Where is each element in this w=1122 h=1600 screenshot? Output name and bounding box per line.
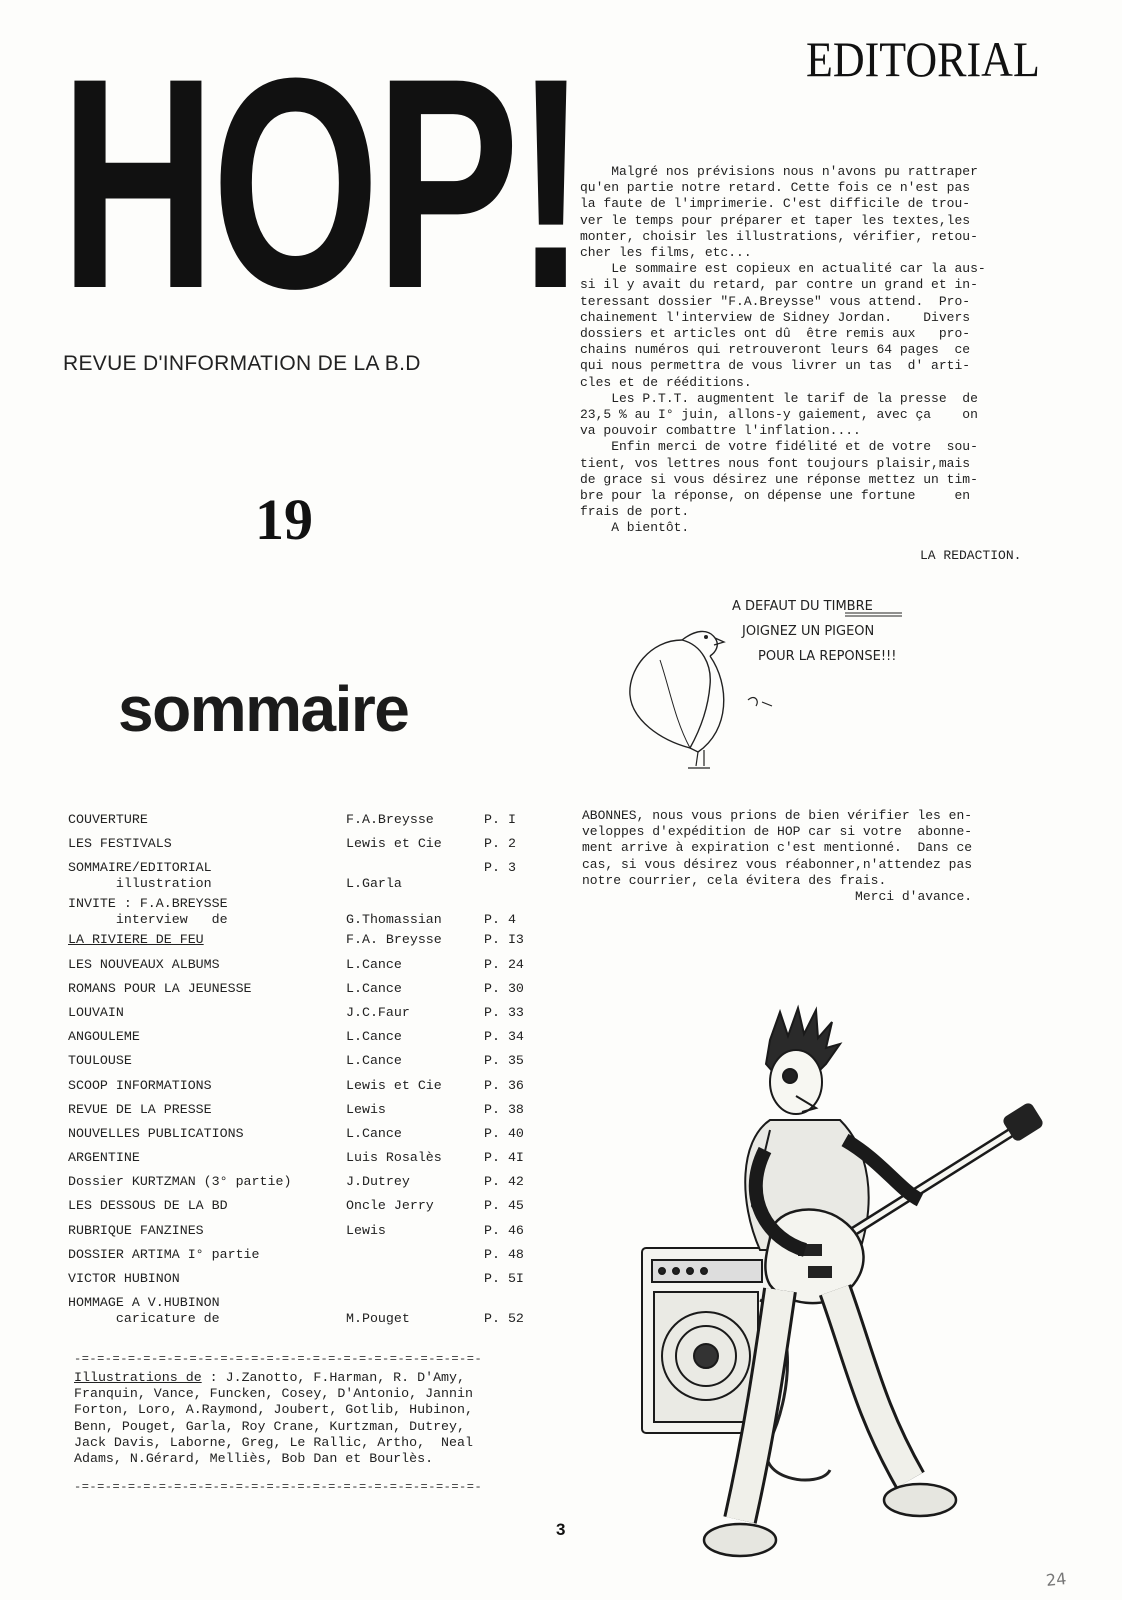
- toc-row[interactable]: [68, 1295, 548, 1331]
- toc-title: LA RIVIERE DE FEU: [68, 932, 204, 948]
- illustration-credits: [74, 1370, 544, 1467]
- page-number: 3: [556, 1520, 566, 1539]
- toc-title: SCOOP INFORMATIONS: [68, 1077, 212, 1093]
- table-of-contents: [68, 812, 548, 1331]
- toc-row[interactable]: [68, 812, 548, 836]
- toc-row[interactable]: [68, 1053, 548, 1077]
- cartoon-caption-line3: POUR LA REPONSE!!!: [758, 649, 897, 664]
- credits-text: : J.Zanotto, F.Harman, R. D'Amy, Franquin, Vance, Funcken, Cosey, D'Antonio, Jannin Forton, Loro, A.Raymond, Joubert, Gotlib, Hubinon, Benn, Pouget, Garla, Roy Crane, Kurtzman, Dutrey, Jack Davis, Laborne, Greg, Le Rallic, Artho, Neal Adams, N.Gérard, Melliès, Bob Dan et Bourlès.: [74, 1370, 473, 1467]
- toc-page: P. 42: [484, 1174, 524, 1190]
- toc-author: J.Dutrey: [346, 1174, 410, 1190]
- toc-row[interactable]: [68, 932, 548, 956]
- toc-page: P. 4: [484, 912, 516, 928]
- toc-author: F.A.Breysse: [346, 812, 434, 827]
- toc-title: COUVERTURE: [68, 812, 148, 827]
- hop-logo: HOP!: [60, 15, 583, 351]
- toc-author: J.C.Faur: [346, 1004, 410, 1020]
- toc-title: LES NOUVEAUX ALBUMS: [68, 956, 220, 972]
- toc-page: P. 38: [484, 1101, 524, 1117]
- handwritten-corner-note: 24: [1045, 1568, 1068, 1591]
- toc-row[interactable]: [68, 981, 548, 1005]
- toc-title: ROMANS POUR LA JEUNESSE: [68, 980, 252, 996]
- editorial-body: Malgré nos prévisions nous n'avons pu rattraper qu'en partie notre retard. Cette fois ce n'est pas la faute de l'imprimerie. C'est difficile de trou- ver le temps pour préparer et taper les textes,les monter, choisir les illustrations, vérifier, retou- cher les films, etc... Le sommaire est copieux en actualité car la aus- si il y avait du retard, par contre un grand et in- teressant dossier "F.A.Breysse" vous attend. Pro- chainement l'interview de Sidney Jordan. Divers dossiers et articles ont dû être remis aux pro- chains numéros qui retrouveront leurs 64 pages ce qui nous permettra de vous livrer un tas d' arti- cles et de rééditions. Les P.T.T. augmentent le tarif de la presse de 23,5 % au I° juin, allons-y gaiement, avec ça on va pouvoir combattre l'inflation.... Enfin merci de votre fidélité et de votre sou- tient, vos lettres nous font toujours plaisir,mais de grace si vous désirez une réponse mettez un tim- bre pour la réponse, on dépense une fortune en frais de port. A bientôt.: [580, 164, 986, 536]
- pigeon-cartoon: [620, 590, 940, 780]
- toc-author: F.A. Breysse: [346, 932, 442, 948]
- editorial-signature: LA REDACTION.: [920, 548, 1022, 563]
- toc-page: P. 35: [484, 1053, 524, 1069]
- credits-label: Illustrations de: [74, 1370, 202, 1385]
- toc-author: L.Cance: [346, 1125, 402, 1141]
- toc-title: RUBRIQUE FANZINES: [68, 1222, 204, 1238]
- separator-line: -=-=-=-=-=-=-=-=-=-=-=-=-=-=-=-=-=-=-=-=-=-=-=-=-=-=-: [74, 1352, 483, 1366]
- toc-page: P. 24: [484, 956, 524, 972]
- issue-number: 19: [255, 487, 313, 552]
- toc-page: P. 46: [484, 1222, 524, 1238]
- toc-title: SOMMAIRE/EDITORIAL illustration: [68, 860, 212, 892]
- toc-author: L.Cance: [346, 980, 402, 996]
- toc-author: Lewis et Cie: [346, 1077, 442, 1093]
- toc-page: P. 45: [484, 1198, 524, 1214]
- toc-row[interactable]: [68, 1150, 548, 1174]
- toc-row[interactable]: [68, 1078, 548, 1102]
- toc-title: ARGENTINE: [68, 1150, 140, 1166]
- toc-page: P. 48: [484, 1246, 524, 1262]
- toc-author: Lewis et Cie: [346, 836, 442, 852]
- toc-row[interactable]: [68, 1102, 548, 1126]
- toc-row[interactable]: [68, 1126, 548, 1150]
- toc-title: Dossier KURTZMAN (3° partie): [68, 1174, 292, 1190]
- toc-row[interactable]: [68, 1271, 548, 1295]
- toc-row[interactable]: [68, 1174, 548, 1198]
- toc-title: LES DESSOUS DE LA BD: [68, 1198, 228, 1214]
- toc-page: P. 3: [484, 860, 516, 876]
- toc-author: G.Thomassian: [346, 912, 442, 928]
- toc-row[interactable]: [68, 896, 548, 932]
- toc-title: ANGOULEME: [68, 1029, 140, 1045]
- toc-title: NOUVELLES PUBLICATIONS: [68, 1125, 244, 1141]
- toc-page: P. 34: [484, 1029, 524, 1045]
- toc-row[interactable]: [68, 1005, 548, 1029]
- separator-line: -=-=-=-=-=-=-=-=-=-=-=-=-=-=-=-=-=-=-=-=-=-=-=-=-=-=-: [74, 1480, 483, 1494]
- toc-title: LES FESTIVALS: [68, 836, 172, 852]
- toc-page: P. 5I: [484, 1271, 524, 1286]
- toc-author: Luis Rosalès: [346, 1150, 442, 1166]
- toc-page: P. 4I: [484, 1150, 524, 1166]
- toc-row[interactable]: [68, 1247, 548, 1271]
- toc-title: LOUVAIN: [68, 1004, 124, 1020]
- toc-row[interactable]: [68, 1223, 548, 1247]
- toc-title: TOULOUSE: [68, 1053, 132, 1069]
- toc-author: Lewis: [346, 1222, 386, 1238]
- toc-row[interactable]: [68, 836, 548, 860]
- toc-title: INVITE : F.A.BREYSSE interview de: [68, 896, 228, 928]
- toc-page: P. I3: [484, 932, 524, 948]
- toc-page: P. I: [484, 812, 516, 827]
- toc-title: VICTOR HUBINON: [68, 1271, 180, 1286]
- toc-author: Oncle Jerry: [346, 1198, 434, 1214]
- toc-author: L.Garla: [346, 876, 402, 892]
- cartoon-caption-line2: JOIGNEZ UN PIGEON: [742, 624, 875, 639]
- toc-author: L.Cance: [346, 1029, 402, 1045]
- pigeon-drawing: [620, 590, 940, 780]
- guitarist-drawing: [620, 1000, 1060, 1580]
- toc-title: HOMMAGE A V.HUBINON caricature de: [68, 1295, 220, 1327]
- toc-row[interactable]: [68, 957, 548, 981]
- guitarist-illustration: [620, 1000, 1060, 1580]
- toc-page: P. 2: [484, 836, 516, 852]
- editorial-heading: EDITORIAL: [806, 31, 1040, 87]
- toc-row[interactable]: [68, 1029, 548, 1053]
- toc-page: P. 40: [484, 1125, 524, 1141]
- subscribers-note: ABONNES, nous vous prions de bien vérifier les en- veloppes d'expédition de HOP car si votre abonne- ment arrive à expiration c'est mentionné. Dans ce cas, si vous désirez vous réabonner,n'attendez pas notre courrier, cela évitera des frais. Merci d'avance.: [582, 808, 973, 905]
- toc-title: REVUE DE LA PRESSE: [68, 1101, 212, 1117]
- toc-author: L.Cance: [346, 1053, 402, 1069]
- toc-page: P. 30: [484, 980, 524, 996]
- toc-page: P. 36: [484, 1077, 524, 1093]
- sommaire-heading: sommaire: [118, 673, 409, 745]
- cartoon-caption-line1: A DEFAUT DU TIMBRE: [732, 599, 873, 614]
- magazine-subtitle: REVUE D'INFORMATION DE LA B.D: [63, 352, 421, 375]
- toc-row[interactable]: [68, 860, 548, 896]
- toc-title: DOSSIER ARTIMA I° partie: [68, 1246, 260, 1262]
- toc-page: P. 33: [484, 1004, 524, 1020]
- toc-author: L.Cance: [346, 956, 402, 972]
- toc-row[interactable]: [68, 1198, 548, 1222]
- toc-author: M.Pouget: [346, 1311, 410, 1327]
- toc-page: P. 52: [484, 1311, 524, 1327]
- toc-author: Lewis: [346, 1101, 386, 1117]
